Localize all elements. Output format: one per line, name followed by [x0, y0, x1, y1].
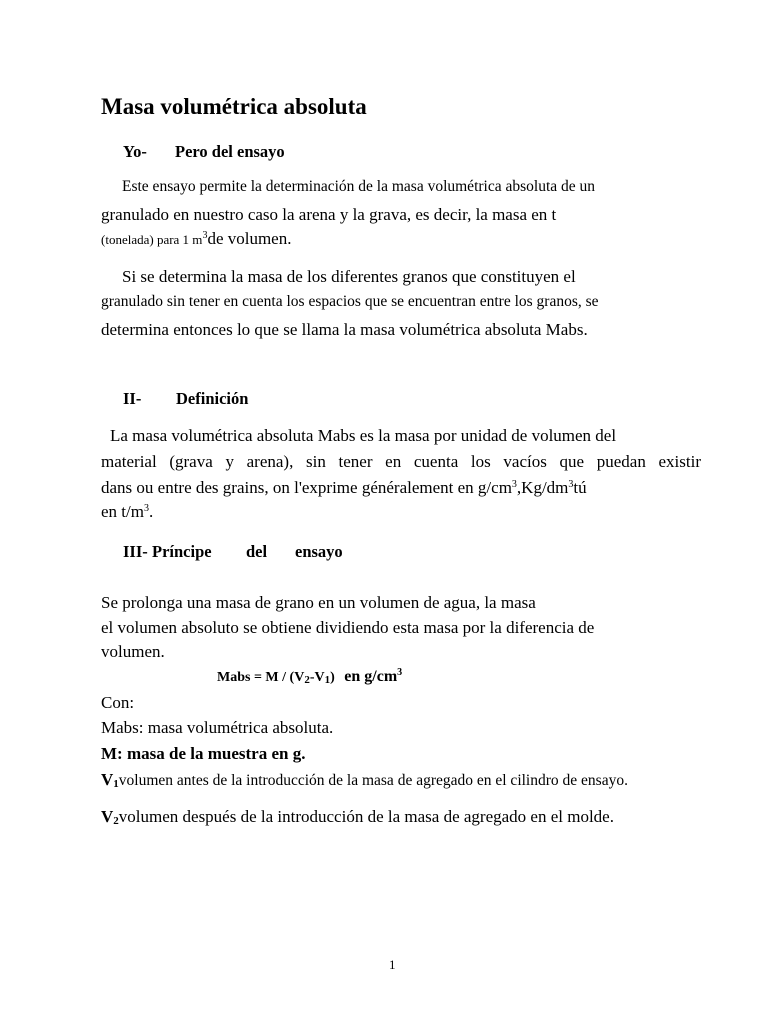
s2-line-1: La masa volumétrica absoluta Mabs es la masa por unidad de volumen del [110, 426, 617, 445]
def-v1 [101, 770, 628, 790]
s1-line-2: granulado en nuestro caso la arena y la grava, es decir, la masa en t [101, 205, 557, 224]
section-3-heading-3: ensayo [295, 542, 343, 561]
def-m: M: masa de la muestra en g. [101, 744, 306, 763]
formula-sub-1: 1 [324, 674, 331, 686]
s1-line-4: Si se determina la masa de los diferentes granos que constituyen el [122, 267, 576, 286]
s3-line-1: Se prolonga una masa de grano en un volumen de agua, la masa [101, 593, 536, 612]
s1-line-1: Este ensayo permite la determinación de la masa volumétrica absoluta de un [122, 178, 596, 195]
formula-mid: -V [309, 670, 325, 685]
s3-line-2: el volumen absoluto se obtiene dividiendo esta masa por la diferencia de [101, 618, 595, 637]
s1-line-3 [101, 229, 291, 249]
formula-lhs: Mabs = M / (V [217, 670, 305, 685]
formula [217, 668, 402, 686]
v1-symbol: V [101, 770, 114, 789]
page-title: Masa volumétrica absoluta [101, 94, 367, 119]
superscript: 3 [202, 230, 208, 241]
s2-line-3-b: ,Kg/dm [516, 478, 569, 497]
v1-subscript: 1 [113, 778, 119, 790]
v1-text: volumen antes de la introducción de la masa de agregado en el cilindro de ensayo. [118, 772, 628, 789]
def-v2 [101, 807, 614, 827]
formula-sub-2: 2 [304, 674, 310, 686]
s1-line-5: granulado sin tener en cuenta los espacios que se encuentran entre los granos, se [101, 293, 599, 310]
s2-line-3-c: tú [573, 478, 587, 497]
section-1-heading: Pero del ensayo [175, 142, 285, 161]
superscript: 3 [511, 479, 517, 490]
section-2-heading: Definición [176, 389, 249, 408]
s2-line-4-b: . [148, 502, 154, 521]
formula-unit-sup: 3 [397, 667, 403, 678]
section-3-number: III- [123, 542, 148, 561]
v2-subscript: 2 [113, 815, 119, 827]
page-number: 1 [389, 957, 396, 972]
s1-line-3-b: de volumen. [207, 229, 292, 248]
s2-line-3 [101, 478, 587, 498]
superscript: 3 [568, 479, 574, 490]
v2-text: volumen después de la introducción de la masa de agregado en el molde. [118, 807, 614, 826]
def-mabs: Mabs: masa volumétrica absoluta. [101, 718, 334, 737]
s1-line-6: determina entonces lo que se llama la masa volumétrica absoluta Mabs. [101, 320, 588, 339]
formula-close: ) [330, 670, 335, 685]
section-3-heading-1: Príncipe [152, 542, 212, 561]
s2-line-4-a: en t/m [101, 502, 144, 521]
formula-unit: en g/cm [344, 668, 398, 685]
s2-line-3-a: dans ou entre des grains, on l'exprime généralement en g/cm [101, 478, 512, 497]
section-1-number: Yo- [123, 142, 147, 161]
s2-line-4 [101, 502, 153, 522]
section-2-number: II- [123, 389, 142, 408]
s2-line-2: material (grava y arena), sin tener en cuenta los vacíos que puedan existir [101, 452, 701, 471]
s3-line-3: volumen. [101, 642, 165, 661]
section-3-heading-2: del [246, 542, 268, 561]
superscript: 3 [143, 503, 149, 514]
v2-symbol: V [101, 807, 114, 826]
con-label: Con: [101, 693, 135, 712]
s1-line-3-a: (tonelada) para 1 m [101, 232, 203, 247]
